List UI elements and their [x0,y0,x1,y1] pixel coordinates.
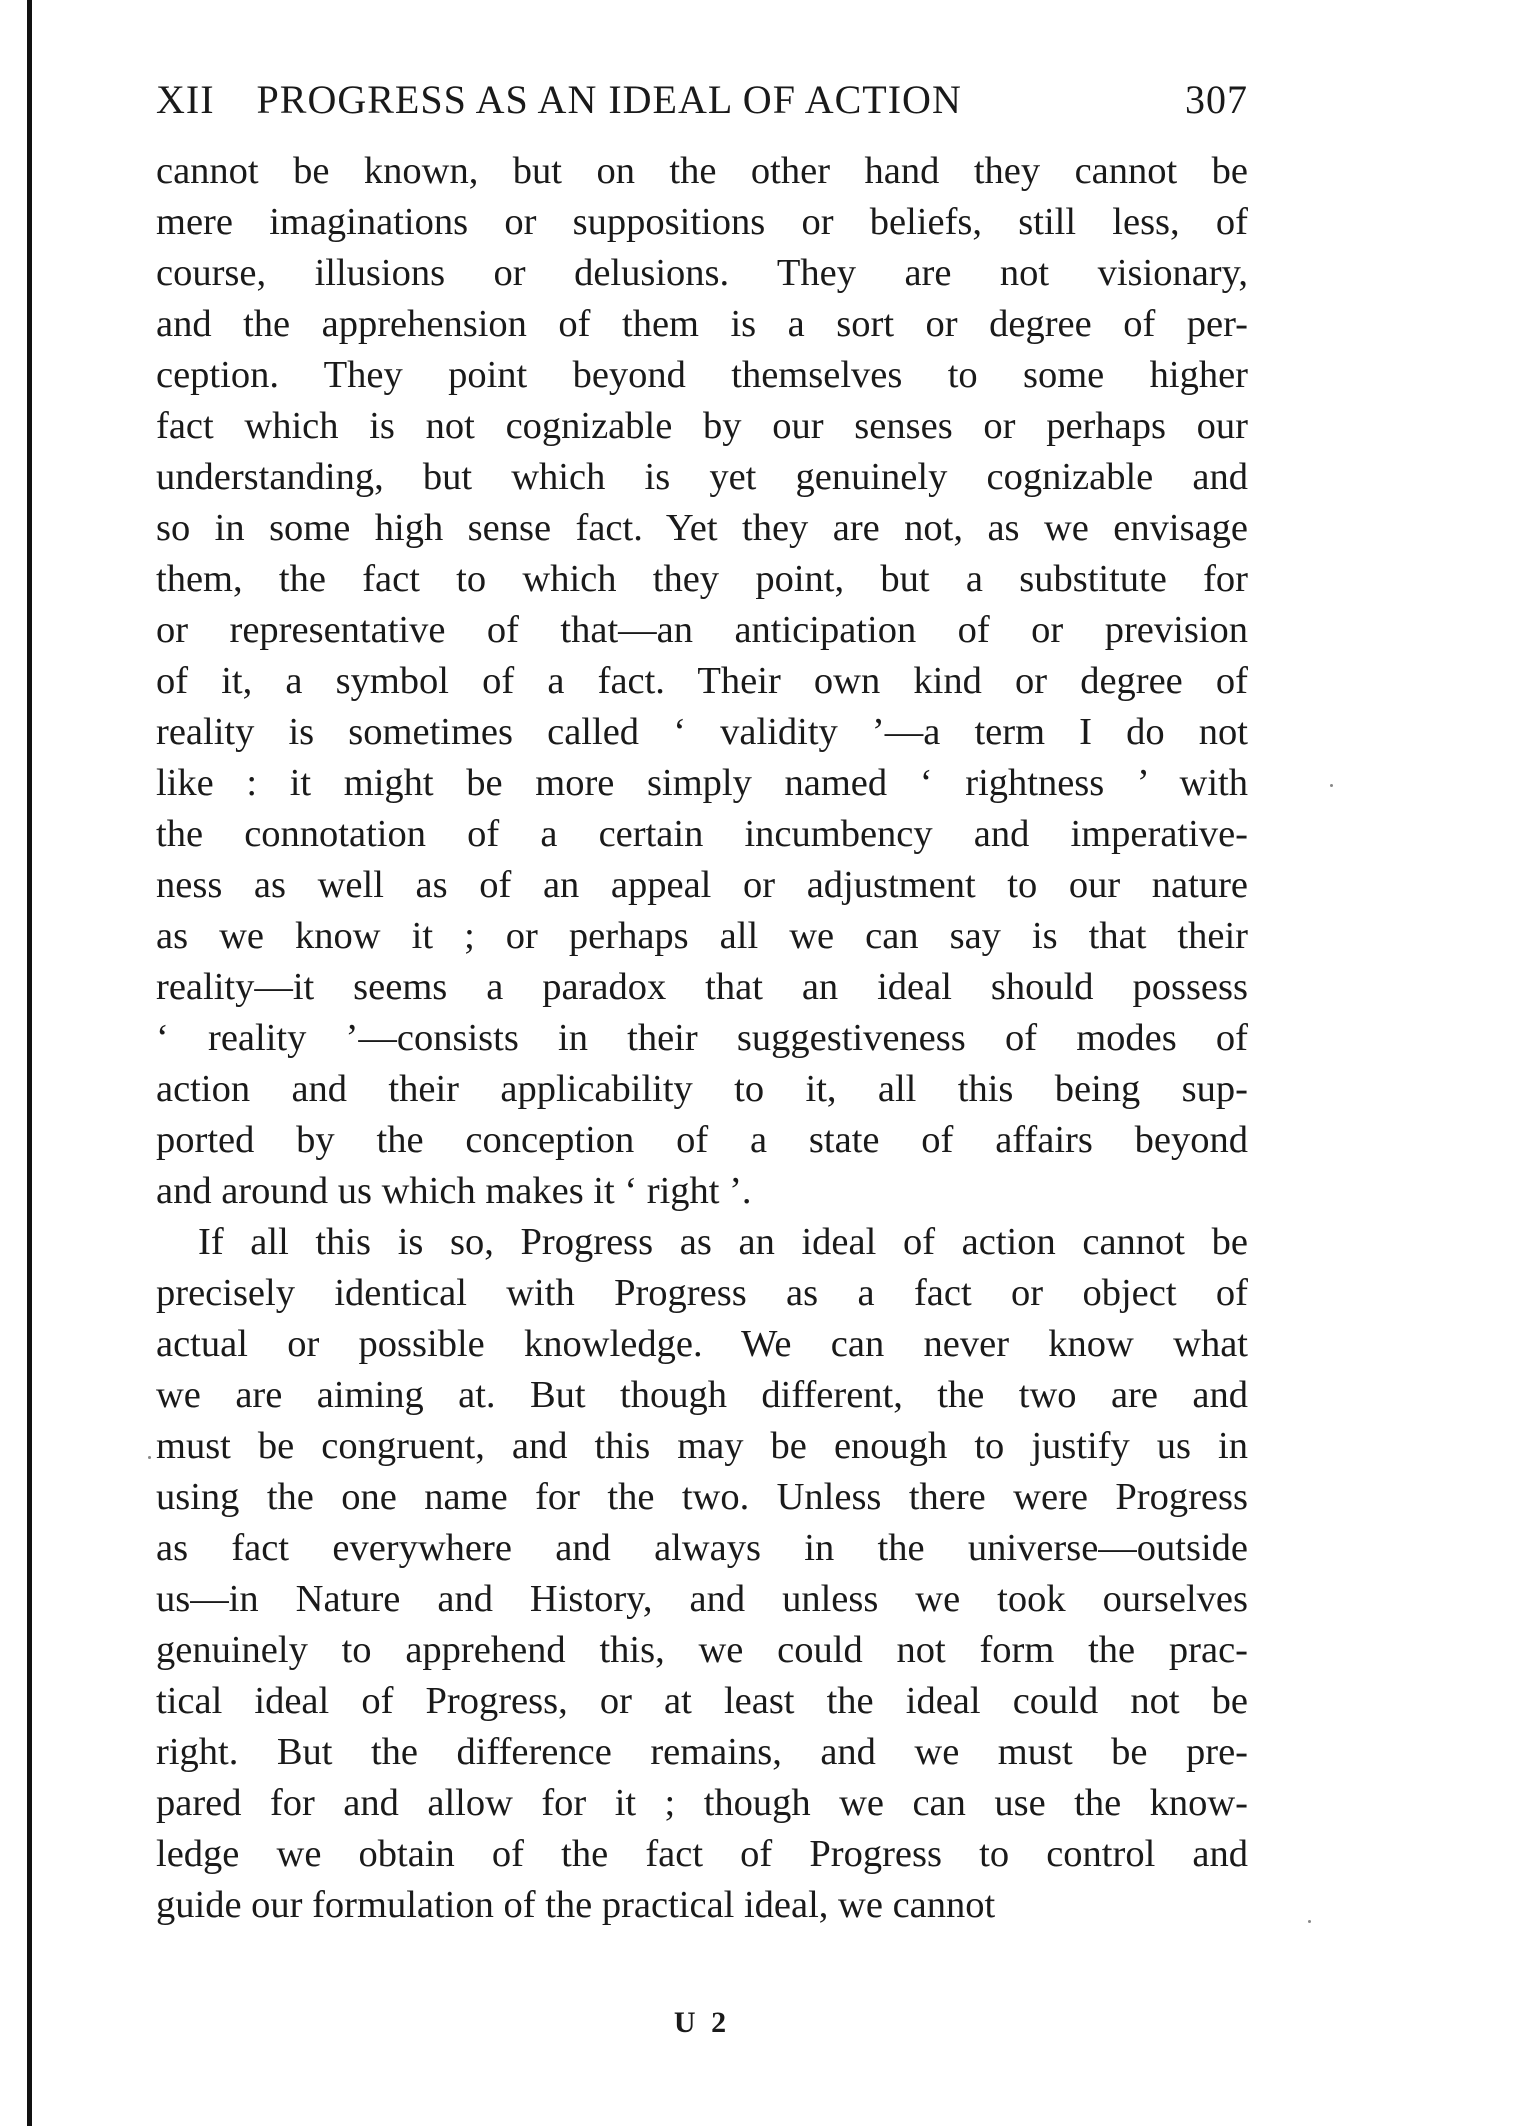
text-line: so in some high sense fact. Yet they are not, as we envisage [156,507,1248,549]
text-line: precisely identical with Progress as a fact or object of [156,1272,1248,1314]
body-text [156,146,1248,1931]
text-line: ness as well as of an appeal or adjustment to our nature [156,864,1248,906]
text-line: as we know it ; or perhaps all we can say is that their [156,915,1248,957]
text-line: If all this is so, Progress as an ideal of action cannot be [198,1221,1248,1263]
running-head [156,76,1248,136]
text-line: pared for and allow for it ; though we can use the know- [156,1782,1248,1824]
text-line: like : it might be more simply named ‘ rightness ’ with [156,762,1248,804]
text-line: or representative of that—an anticipation of or prevision [156,609,1248,651]
text-line: reality—it seems a paradox that an ideal should possess [156,966,1248,1008]
paragraph [156,1217,1248,1931]
text-line: we are aiming at. But though different, the two are and [156,1374,1248,1416]
paper-speck [148,1456,151,1459]
paper-speck [1308,1920,1311,1923]
text-line: genuinely to apprehend this, we could not form the prac- [156,1629,1248,1671]
text-line: reality is sometimes called ‘ validity ’—a term I do not [156,711,1248,753]
chapter-number: XII [156,77,215,122]
text-line: as fact everywhere and always in the universe—outside [156,1527,1248,1569]
text-line: and the apprehension of them is a sort or degree of per- [156,303,1248,345]
text-line: tical ideal of Progress, or at least the ideal could not be [156,1680,1248,1722]
text-line: using the one name for the two. Unless there were Progress [156,1476,1248,1518]
text-line: action and their applicability to it, all this being sup- [156,1068,1248,1110]
text-line: ledge we obtain of the fact of Progress to control and [156,1833,1248,1875]
text-line: guide our formulation of the practical ideal, we cannot [156,1884,996,1926]
chapter-title: PROGRESS AS AN IDEAL OF ACTION [256,77,962,122]
text-line: the connotation of a certain incumbency and imperative- [156,813,1248,855]
text-line: cannot be known, but on the other hand they cannot be [156,150,1248,192]
text-line: course, illusions or delusions. They are not visionary, [156,252,1248,294]
paragraph [156,146,1248,1217]
text-line: ported by the conception of a state of affairs beyond [156,1119,1248,1161]
book-page [156,76,1248,2039]
text-line: and around us which makes it ‘ right ’. [156,1170,752,1212]
text-line: mere imaginations or suppositions or beliefs, still less, of [156,201,1248,243]
text-line: us—in Nature and History, and unless we took ourselves [156,1578,1248,1620]
text-line: must be congruent, and this may be enough to justify us in [156,1425,1248,1467]
text-line: understanding, but which is yet genuinely cognizable and [156,456,1248,498]
signature-mark: U 2 [673,2006,731,2039]
book-spine-edge [27,0,32,2126]
text-line: right. But the difference remains, and we must be pre- [156,1731,1248,1773]
paper-speck [1330,784,1333,787]
text-line: them, the fact to which they point, but a substitute for [156,558,1248,600]
text-line: actual or possible knowledge. We can never know what [156,1323,1248,1365]
text-line: ception. They point beyond themselves to some higher [156,354,1248,396]
text-line: ‘ reality ’—consists in their suggestiveness of modes of [156,1017,1248,1059]
page-number: 307 [1185,77,1248,122]
text-line: fact which is not cognizable by our senses or perhaps our [156,405,1248,447]
text-line: of it, a symbol of a fact. Their own kind or degree of [156,660,1248,702]
